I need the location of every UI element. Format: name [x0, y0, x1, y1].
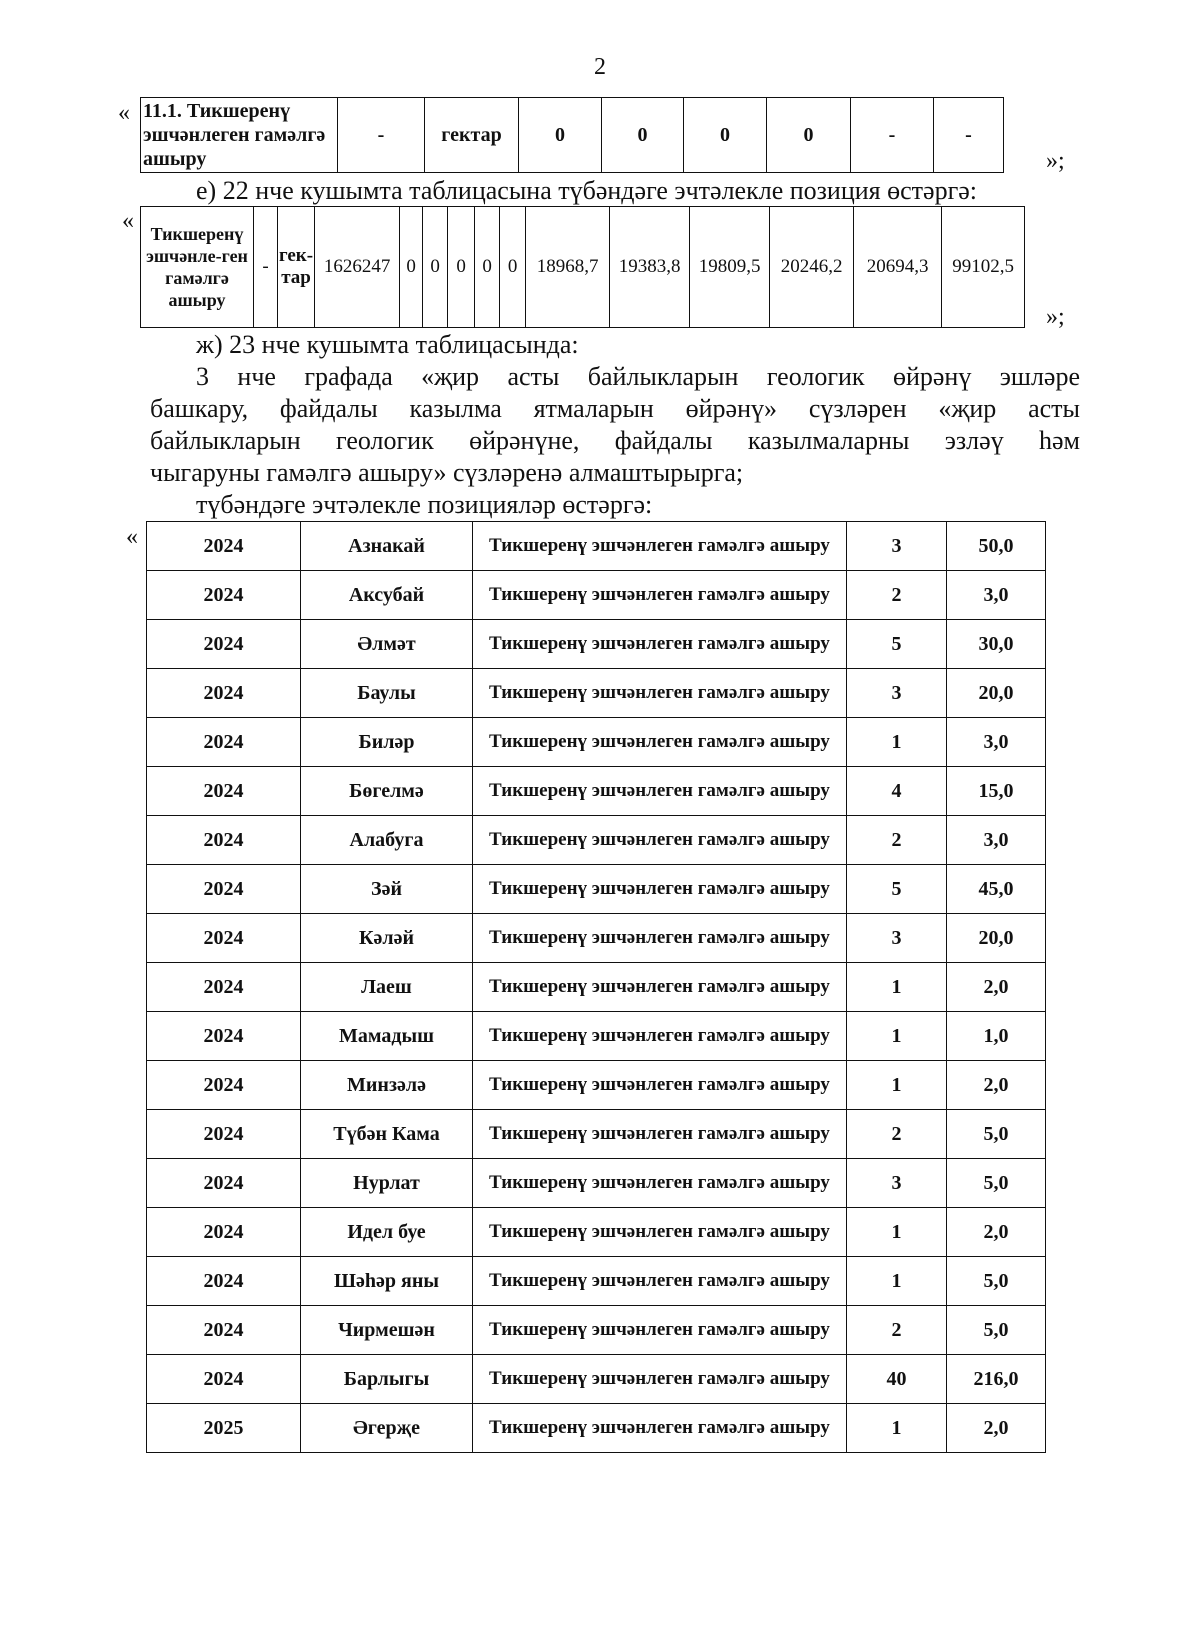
- cell-year: 2024: [147, 1355, 301, 1404]
- page-number: 2: [594, 54, 606, 80]
- cell-district: Азнакай: [301, 522, 473, 571]
- cell-district: Әгерҗе: [301, 1404, 473, 1453]
- cell-count: 1: [847, 1012, 947, 1061]
- cell-count: 1: [847, 718, 947, 767]
- cell-count: 4: [847, 767, 947, 816]
- cell-activity: Тикшеренү эшчәнлеген гамәлгә ашыру: [473, 1159, 847, 1208]
- cell-area: 20,0: [947, 914, 1046, 963]
- cell-area: 15,0: [947, 767, 1046, 816]
- cell: -: [338, 98, 425, 173]
- cell-area: 3,0: [947, 718, 1046, 767]
- cell: 0: [684, 98, 767, 173]
- table-appendix-23: [146, 521, 1046, 1453]
- cell: 1626247: [315, 207, 400, 328]
- cell-area: 5,0: [947, 1110, 1046, 1159]
- cell-area: 45,0: [947, 865, 1046, 914]
- cell: 20246,2: [770, 207, 854, 328]
- cell-district: Кәләй: [301, 914, 473, 963]
- cell-district: Мамадыш: [301, 1012, 473, 1061]
- cell-district: Минзәлә: [301, 1061, 473, 1110]
- cell-district: Бөгелмә: [301, 767, 473, 816]
- cell-activity: Тикшеренү эшчәнлеген гамәлгә ашыру: [473, 1404, 847, 1453]
- paragraph-line: байлыкларын геологик өйрәнүне, файдалы казылмаларны эзләү һәм: [150, 426, 1080, 455]
- item-e: е) 22 нче кушымта таблицасына түбәндәге эчтәлекле позиция өстәргә:: [196, 176, 977, 205]
- cell: 19383,8: [610, 207, 690, 328]
- cell-activity: Тикшеренү эшчәнлеген гамәлгә ашыру: [473, 571, 847, 620]
- table-row: [147, 620, 1046, 669]
- table-row: [147, 1110, 1046, 1159]
- cell-area: 2,0: [947, 1061, 1046, 1110]
- cell-area: 50,0: [947, 522, 1046, 571]
- cell: -: [851, 98, 934, 173]
- cell: -: [934, 98, 1004, 173]
- cell-year: 2024: [147, 571, 301, 620]
- cell-year: 2024: [147, 767, 301, 816]
- cell-activity: Тикшеренү эшчәнлеген гамәлгә ашыру: [473, 1306, 847, 1355]
- cell-year: 2025: [147, 1404, 301, 1453]
- cell-year: 2024: [147, 718, 301, 767]
- cell-year: 2024: [147, 1061, 301, 1110]
- cell-year: 2024: [147, 620, 301, 669]
- table-row: [147, 1306, 1046, 1355]
- cell-count: 2: [847, 1110, 947, 1159]
- cell-activity: Тикшеренү эшчәнлеген гамәлгә ашыру: [473, 669, 847, 718]
- cell-year: 2024: [147, 1306, 301, 1355]
- cell: 99102,5: [942, 207, 1025, 328]
- cell-activity: Тикшеренү эшчәнлеген гамәлгә ашыру: [473, 620, 847, 669]
- cell-area: 2,0: [947, 1208, 1046, 1257]
- cell-area: 2,0: [947, 1404, 1046, 1453]
- table1-open-quote: «: [118, 100, 130, 126]
- table-row: [147, 1257, 1046, 1306]
- cell-activity: Тикшеренү эшчәнлеген гамәлгә ашыру: [473, 914, 847, 963]
- cell-district: Чирмешән: [301, 1306, 473, 1355]
- paragraph-line: 3 нче графада «җир асты байлыкларын геологик өйрәнү эшләре: [196, 362, 1080, 391]
- cell: 18968,7: [526, 207, 610, 328]
- item-positions: түбәндәге эчтәлекле позицияләр өстәргә:: [196, 490, 653, 519]
- table-row: [147, 1355, 1046, 1404]
- cell-name: 11.1. Тикшеренү эшчәнлеген гамәлгә ашыру: [141, 98, 338, 173]
- cell-count: 1: [847, 1257, 947, 1306]
- table-row: [147, 669, 1046, 718]
- cell-year: 2024: [147, 669, 301, 718]
- cell-area: 1,0: [947, 1012, 1046, 1061]
- cell-count: 3: [847, 1159, 947, 1208]
- cell-activity: Тикшеренү эшчәнлеген гамәлгә ашыру: [473, 963, 847, 1012]
- cell-count: 1: [847, 1208, 947, 1257]
- cell-district: Алабуга: [301, 816, 473, 865]
- cell: 0: [500, 207, 526, 328]
- cell: 0: [423, 207, 448, 328]
- cell-district: Нурлат: [301, 1159, 473, 1208]
- cell-count: 3: [847, 914, 947, 963]
- paragraph-line: башкару, файдалы казылма ятмаларын өйрәнү» сүзләрен «җир асты: [150, 394, 1080, 423]
- cell-area: 2,0: [947, 963, 1046, 1012]
- table2-close-quote: »;: [1046, 304, 1065, 330]
- table-row: [147, 963, 1046, 1012]
- table-row: [141, 98, 1004, 173]
- table-row: [147, 1012, 1046, 1061]
- cell-year: 2024: [147, 1208, 301, 1257]
- cell: 0: [448, 207, 475, 328]
- table-row: [147, 816, 1046, 865]
- cell-count: 3: [847, 669, 947, 718]
- cell-count: 5: [847, 620, 947, 669]
- table1-close-quote: »;: [1046, 148, 1065, 174]
- cell: 19809,5: [690, 207, 770, 328]
- cell-year: 2024: [147, 816, 301, 865]
- cell-district: Аксубай: [301, 571, 473, 620]
- cell-activity: Тикшеренү эшчәнлеген гамәлгә ашыру: [473, 1208, 847, 1257]
- table2-open-quote: «: [122, 208, 134, 234]
- cell-area: 3,0: [947, 571, 1046, 620]
- cell-count: 1: [847, 1404, 947, 1453]
- cell-activity: Тикшеренү эшчәнлеген гамәлгә ашыру: [473, 1257, 847, 1306]
- table-row: [141, 207, 1025, 328]
- item-zh: ж) 23 нче кушымта таблицасында:: [196, 330, 579, 359]
- cell-area: 5,0: [947, 1257, 1046, 1306]
- cell-activity: Тикшеренү эшчәнлеген гамәлгә ашыру: [473, 1061, 847, 1110]
- cell-count: 5: [847, 865, 947, 914]
- cell-area: 30,0: [947, 620, 1046, 669]
- cell-district: Шәһәр яны: [301, 1257, 473, 1306]
- cell-count: 2: [847, 571, 947, 620]
- cell-activity: Тикшеренү эшчәнлеген гамәлгә ашыру: [473, 865, 847, 914]
- cell-activity: Тикшеренү эшчәнлеген гамәлгә ашыру: [473, 718, 847, 767]
- cell-count: 1: [847, 1061, 947, 1110]
- cell-district: Биләр: [301, 718, 473, 767]
- cell-activity: Тикшеренү эшчәнлеген гамәлгә ашыру: [473, 1355, 847, 1404]
- cell-area: 5,0: [947, 1159, 1046, 1208]
- table-row: [147, 522, 1046, 571]
- table-row: [147, 1404, 1046, 1453]
- cell-year: 2024: [147, 963, 301, 1012]
- cell-count: 3: [847, 522, 947, 571]
- cell-year: 2024: [147, 1110, 301, 1159]
- cell-year: 2024: [147, 1159, 301, 1208]
- table-position-11-1: [140, 97, 1004, 173]
- cell-count: 2: [847, 1306, 947, 1355]
- cell-district: Баулы: [301, 669, 473, 718]
- cell-count: 1: [847, 963, 947, 1012]
- table-row: [147, 1208, 1046, 1257]
- table-row: [147, 1061, 1046, 1110]
- table-row: [147, 1159, 1046, 1208]
- cell-unit: гек-тар: [278, 207, 315, 328]
- cell-district: Идел буе: [301, 1208, 473, 1257]
- cell-district: Зәй: [301, 865, 473, 914]
- cell: 0: [602, 98, 684, 173]
- table-row: [147, 718, 1046, 767]
- cell: -: [254, 207, 278, 328]
- cell-count: 40: [847, 1355, 947, 1404]
- cell-activity: Тикшеренү эшчәнлеген гамәлгә ашыру: [473, 767, 847, 816]
- table-row: [147, 914, 1046, 963]
- table-row: [147, 767, 1046, 816]
- cell-year: 2024: [147, 865, 301, 914]
- table-row: [147, 865, 1046, 914]
- cell-district: Лаеш: [301, 963, 473, 1012]
- cell-area: 5,0: [947, 1306, 1046, 1355]
- cell-area: 20,0: [947, 669, 1046, 718]
- table-row: [147, 571, 1046, 620]
- cell-year: 2024: [147, 522, 301, 571]
- cell-activity: Тикшеренү эшчәнлеген гамәлгә ашыру: [473, 522, 847, 571]
- cell-area: 3,0: [947, 816, 1046, 865]
- cell-count: 2: [847, 816, 947, 865]
- cell: 0: [400, 207, 423, 328]
- cell-activity: Тикшеренү эшчәнлеген гамәлгә ашыру: [473, 1012, 847, 1061]
- paragraph-line: чыгаруны гамәлгә ашыру» сүзләренә алмаштырырга;: [150, 458, 744, 487]
- cell-name: Тикшеренү эшчәнле-ген гамәлгә ашыру: [141, 207, 254, 328]
- cell-year: 2024: [147, 1257, 301, 1306]
- cell-year: 2024: [147, 914, 301, 963]
- cell-district: Әлмәт: [301, 620, 473, 669]
- cell-district: Түбән Кама: [301, 1110, 473, 1159]
- cell: 0: [519, 98, 602, 173]
- cell: 0: [475, 207, 500, 328]
- cell-activity: Тикшеренү эшчәнлеген гамәлгә ашыру: [473, 1110, 847, 1159]
- cell: 0: [767, 98, 851, 173]
- cell: 20694,3: [854, 207, 942, 328]
- table-appendix-22: [140, 206, 1025, 328]
- cell-activity: Тикшеренү эшчәнлеген гамәлгә ашыру: [473, 816, 847, 865]
- cell-district: Барлыгы: [301, 1355, 473, 1404]
- cell-area: 216,0: [947, 1355, 1046, 1404]
- table3-open-quote: «: [126, 524, 138, 550]
- cell-unit: гектар: [425, 98, 519, 173]
- cell-year: 2024: [147, 1012, 301, 1061]
